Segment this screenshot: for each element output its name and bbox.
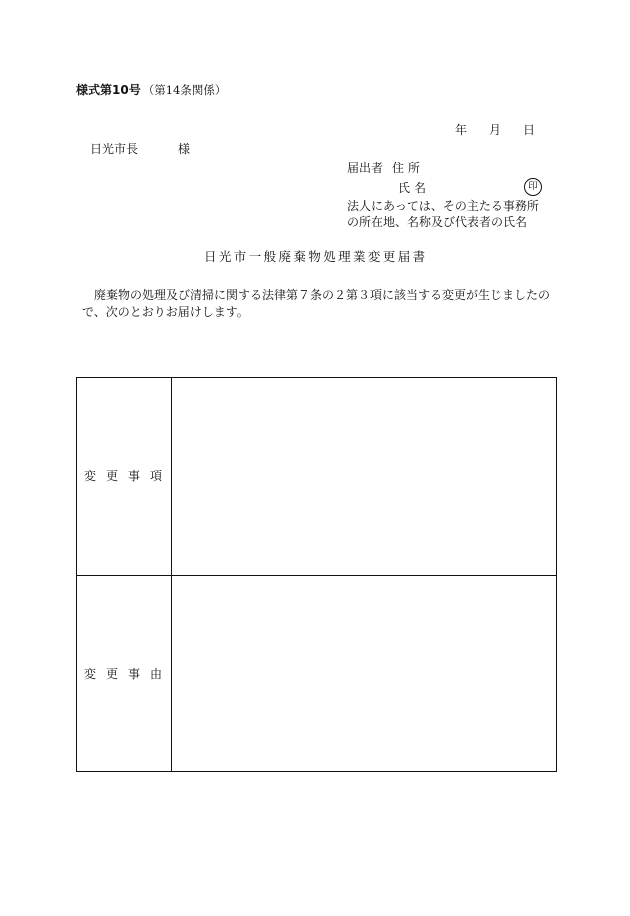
form-number [76, 84, 226, 97]
change-table [76, 377, 557, 772]
change-item-label: 変更事項 [84, 469, 173, 483]
applicant-name-label: 氏名 [398, 181, 431, 195]
address-label: 住所 [392, 161, 425, 175]
document-body: 廃棄物の処理及び清掃に関する法律第７条の２第３項に該当する変更が生じましたので、次のとおりお届けします。 [82, 288, 551, 319]
date-line [455, 124, 535, 136]
table-row-divider [77, 575, 556, 576]
corporate-note-line1: 法人にあっては、その主たる事務所 [347, 199, 539, 213]
year-label: 年 [455, 123, 468, 137]
corporate-note-line2: の所在地、名称及び代表者の氏名 [347, 215, 528, 229]
recipient-name: 日光市長 [90, 142, 139, 156]
applicant-address-line [347, 162, 424, 174]
month-label: 月 [489, 123, 502, 137]
form-number-label: 様式第10号 [76, 83, 141, 97]
applicant-label: 届出者 [347, 161, 384, 175]
day-label: 日 [523, 123, 536, 137]
document-title: 日光市一般廃棄物処理業変更届書 [204, 249, 428, 264]
recipient-honorific: 様 [178, 142, 191, 156]
seal-icon: 印 [524, 178, 542, 196]
corporate-note [347, 198, 539, 230]
form-related-article: （第14条関係） [142, 83, 227, 97]
recipient [90, 143, 190, 155]
change-reason-label: 変更事由 [84, 667, 173, 681]
